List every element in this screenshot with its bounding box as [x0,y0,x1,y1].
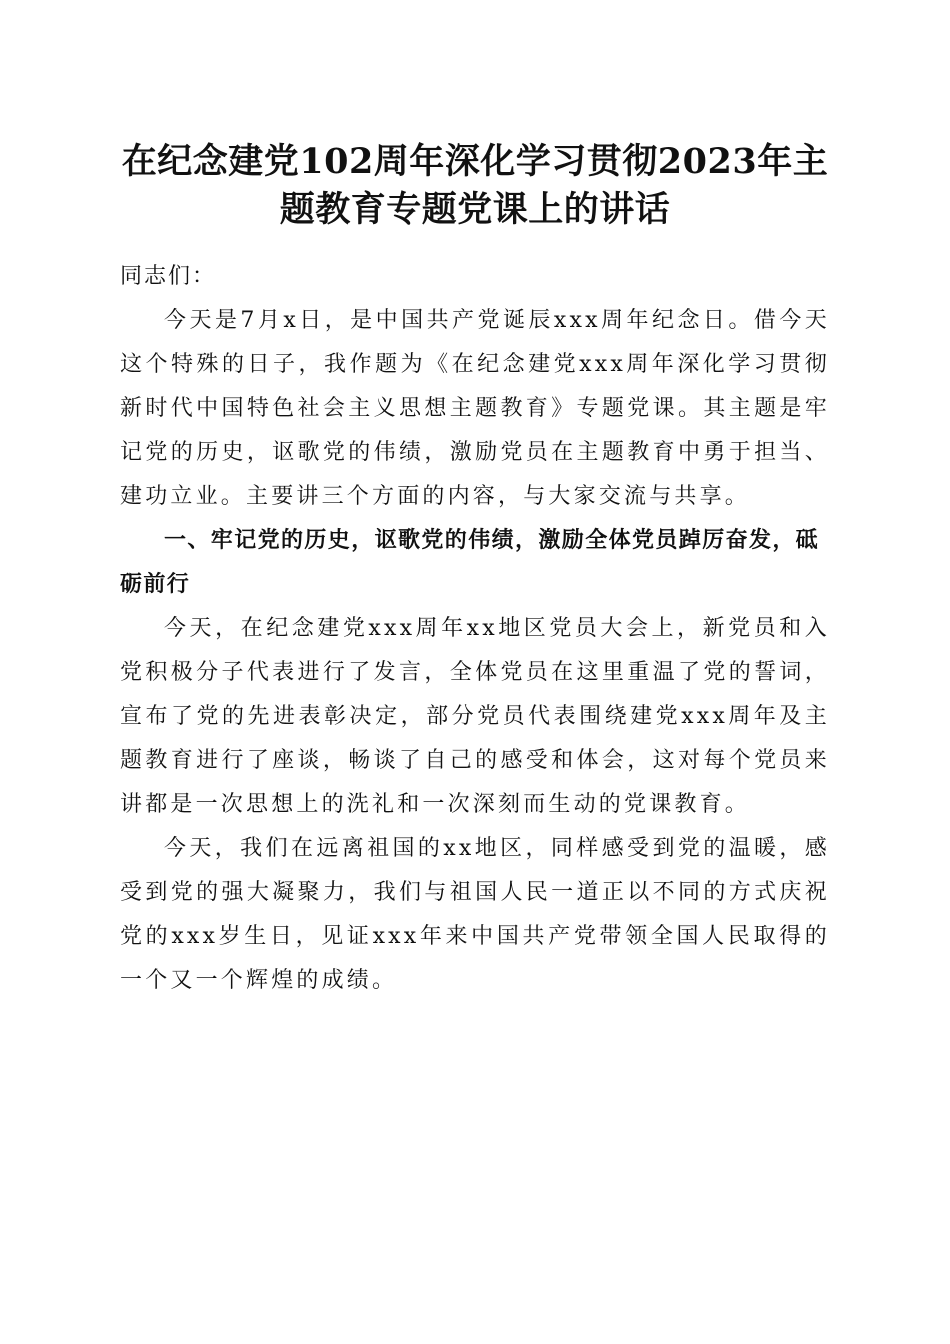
title-line-2: 题教育专题党课上的讲话 [279,189,671,230]
salutation: 同志们： [120,264,217,289]
document-body [120,255,830,1003]
document-title [110,138,840,234]
section-1-heading: 一、牢记党的历史，讴歌党的伟绩，激励全体党员踔厉奋发，砥砺前行 [120,528,820,597]
intro-paragraph: 今天是7月x日，是中国共产党诞辰xxx周年纪念日。借今天这个特殊的日子，我作题为《在纪念建党xxx周年深化学习贯彻新时代中国特色社会主义思想主题教育》专题党课。其主题是牢记党的历史，讴歌党的伟绩，激励党员在主题教育中勇于担当、建功立业。主要讲三个方面的内容，与大家交流与共享。 [120,308,830,509]
title-line-1: 在纪念建党102周年深化学习贯彻2023年主 [121,141,829,182]
section-1-paragraph-1: 今天，在纪念建党xxx周年xx地区党员大会上，新党员和入党积极分子代表进行了发言，全体党员在这里重温了党的誓词，宣布了党的先进表彰决定，部分党员代表围绕建党xxx周年及主题教育进行了座谈，畅谈了自己的感受和体会，这对每个党员来讲都是一次思想上的洗礼和一次深刻而生动的党课教育。 [120,616,830,817]
section-1-paragraph-2: 今天，我们在远离祖国的xx地区，同样感受到党的温暖，感受到党的强大凝聚力，我们与祖国人民一道正以不同的方式庆祝党的xxx岁生日，见证xxx年来中国共产党带领全国人民取得的一个又一个辉煌的成绩。 [120,836,830,993]
